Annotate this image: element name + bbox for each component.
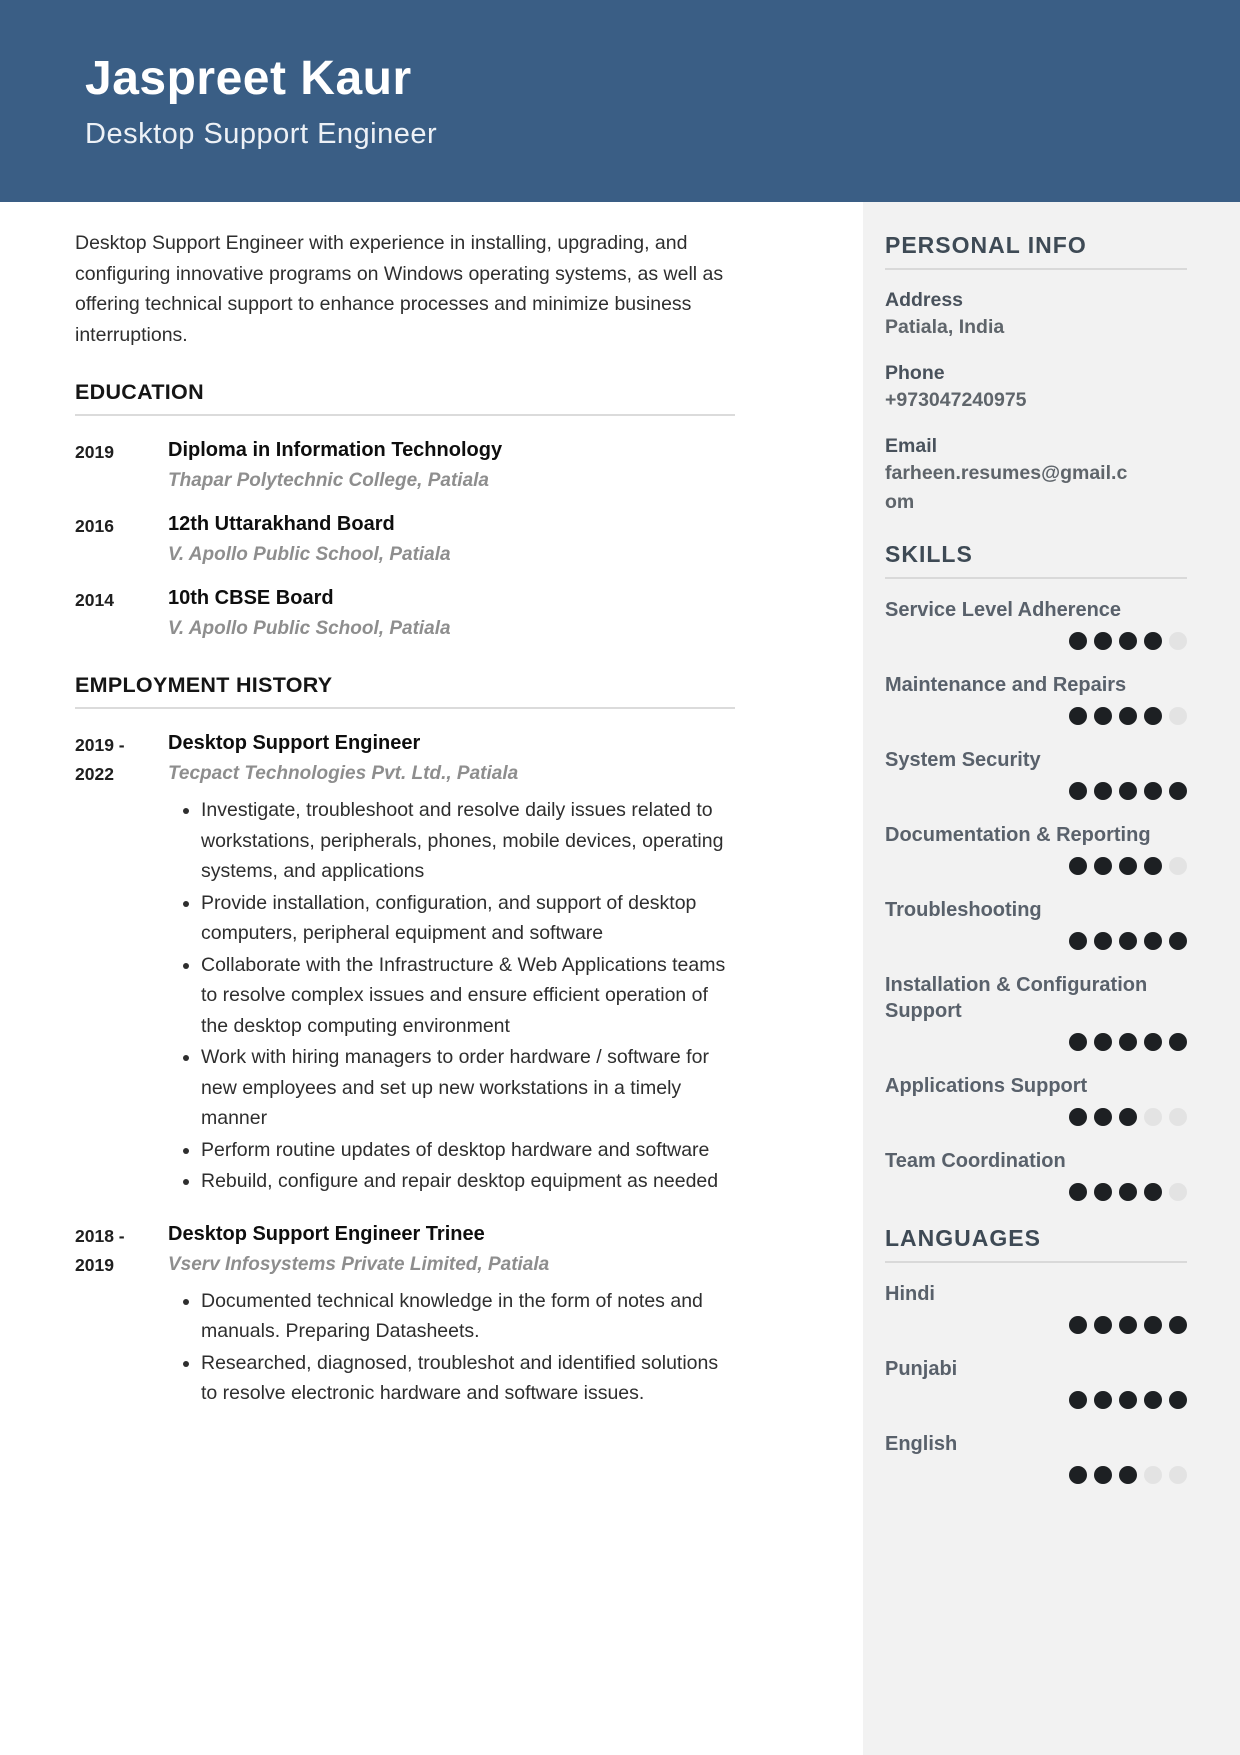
- personal-info-divider: [885, 268, 1187, 270]
- rating-dot-filled: [1094, 1391, 1112, 1409]
- skill-rating: [885, 1183, 1187, 1201]
- job-date-from: 2019 -: [75, 735, 125, 755]
- languages-section: [885, 1225, 1187, 1484]
- rating-dot-filled: [1069, 632, 1087, 650]
- job-bullet: • Rebuild, configure and repair desktop equipment as needed: [201, 1166, 735, 1197]
- skill-rating: [885, 932, 1187, 950]
- rating-dot-filled: [1119, 632, 1137, 650]
- skill-name: Applications Support: [885, 1075, 1088, 1097]
- rating-dot-filled: [1119, 1466, 1137, 1484]
- employment-heading: EMPLOYMENT HISTORY: [75, 673, 333, 697]
- skill-item: [885, 897, 1187, 950]
- job-bullet: • Perform routine updates of desktop hardware and software: [201, 1135, 735, 1166]
- job-bullet: • Documented technical knowledge in the form of notes and manuals. Preparing Datasheets.: [201, 1286, 735, 1347]
- job-detail: [168, 1220, 735, 1410]
- education-section: [75, 380, 735, 643]
- person-title: Desktop Support Engineer: [85, 118, 438, 150]
- rating-dot-filled: [1069, 857, 1087, 875]
- skill-rating: [885, 1108, 1187, 1126]
- education-year: 2016: [75, 516, 114, 536]
- sidebar: [863, 202, 1240, 1755]
- rating-dot-filled: [1144, 1033, 1162, 1051]
- skills-list: [885, 597, 1187, 1201]
- rating-dot-filled: [1119, 1391, 1137, 1409]
- skill-name: Installation & Configuration Support: [885, 974, 1148, 1022]
- employment-entries: [75, 729, 735, 1410]
- job-bullets: [168, 1286, 735, 1409]
- rating-dot-empty: [1169, 1108, 1187, 1126]
- personal-info-field: [885, 288, 1187, 342]
- skill-rating: [885, 857, 1187, 875]
- language-item: [885, 1281, 1187, 1334]
- skill-name: Maintenance and Repairs: [885, 674, 1127, 696]
- rating-dot-filled: [1094, 632, 1112, 650]
- education-entry: [75, 510, 735, 569]
- skill-item: [885, 672, 1187, 725]
- rating-dot-filled: [1094, 1316, 1112, 1334]
- employment-section: [75, 673, 735, 1410]
- languages-divider: [885, 1261, 1187, 1263]
- job-bullet: • Researched, diagnosed, troubleshot and identified solutions to resolve electronic hardware and software issues.: [201, 1348, 735, 1409]
- rating-dot-filled: [1069, 1183, 1087, 1201]
- rating-dot-empty: [1144, 1466, 1162, 1484]
- job-date-to: 2019: [75, 1254, 114, 1275]
- personal-info-heading: PERSONAL INFO: [885, 232, 1087, 258]
- job-bullet: • Work with hiring managers to order hardware / software for new employees and set up new workstations in a timely manner: [201, 1042, 735, 1134]
- rating-dot-filled: [1144, 1316, 1162, 1334]
- education-entry: [75, 436, 735, 495]
- education-detail: [168, 510, 735, 569]
- rating-dot-filled: [1169, 782, 1187, 800]
- person-name: Jaspreet Kaur: [85, 52, 412, 105]
- rating-dot-filled: [1094, 857, 1112, 875]
- skills-divider: [885, 577, 1187, 579]
- rating-dot-filled: [1094, 1183, 1112, 1201]
- education-detail: [168, 584, 735, 643]
- rating-dot-filled: [1119, 1033, 1137, 1051]
- personal-info-value: +973047240975: [885, 389, 1027, 411]
- rating-dot-filled: [1094, 1108, 1112, 1126]
- skill-name: System Security: [885, 749, 1041, 771]
- body: [0, 202, 1240, 1755]
- education-title: Diploma in Information Technology: [168, 439, 503, 461]
- education-heading: EDUCATION: [75, 380, 204, 404]
- skill-name: Documentation & Reporting: [885, 824, 1151, 846]
- header: [0, 0, 1240, 202]
- rating-dot-filled: [1169, 932, 1187, 950]
- rating-dot-filled: [1094, 1466, 1112, 1484]
- job-date-from: 2018 -: [75, 1225, 125, 1246]
- job-company: Tecpact Technologies Pvt. Ltd., Patiala: [168, 763, 519, 784]
- rating-dot-filled: [1169, 1033, 1187, 1051]
- rating-dot-filled: [1069, 1466, 1087, 1484]
- rating-dot-filled: [1169, 1391, 1187, 1409]
- rating-dot-filled: [1144, 1183, 1162, 1201]
- skill-name: Troubleshooting: [885, 899, 1042, 921]
- job-entry: [75, 1220, 735, 1410]
- rating-dot-filled: [1069, 1316, 1087, 1334]
- personal-info-label: Phone: [885, 362, 945, 384]
- personal-info-field: [885, 434, 1187, 517]
- skill-item: [885, 747, 1187, 800]
- skill-rating: [885, 707, 1187, 725]
- job-dates: [75, 729, 168, 1198]
- rating-dot-filled: [1094, 782, 1112, 800]
- languages-heading: LANGUAGES: [885, 1225, 1041, 1251]
- job-bullets: [168, 795, 735, 1197]
- rating-dot-filled: [1119, 857, 1137, 875]
- skill-rating: [885, 782, 1187, 800]
- personal-info-value: Patiala, India: [885, 316, 1005, 338]
- employment-divider: [75, 707, 735, 709]
- job-bullet: • Collaborate with the Infrastructure & Web Applications teams to resolve complex issues and ensure efficient operation of the desktop computing environment: [201, 950, 735, 1042]
- job-detail: [168, 729, 735, 1198]
- rating-dot-filled: [1119, 707, 1137, 725]
- education-title: 10th CBSE Board: [168, 587, 334, 609]
- personal-info-label: Email: [885, 435, 938, 457]
- language-rating: [885, 1466, 1187, 1484]
- job-title: Desktop Support Engineer: [168, 732, 421, 754]
- rating-dot-filled: [1069, 1391, 1087, 1409]
- rating-dot-filled: [1119, 1316, 1137, 1334]
- rating-dot-empty: [1169, 707, 1187, 725]
- rating-dot-filled: [1094, 707, 1112, 725]
- rating-dot-filled: [1069, 1033, 1087, 1051]
- rating-dot-empty: [1169, 632, 1187, 650]
- rating-dot-filled: [1094, 1033, 1112, 1051]
- rating-dot-empty: [1144, 1108, 1162, 1126]
- skill-item: [885, 1073, 1187, 1126]
- languages-list: [885, 1281, 1187, 1484]
- education-place: Thapar Polytechnic College, Patiala: [168, 470, 489, 491]
- language-name: Hindi: [885, 1283, 935, 1305]
- personal-info-label: Address: [885, 289, 964, 311]
- skill-item: [885, 972, 1187, 1051]
- education-title: 12th Uttarakhand Board: [168, 513, 395, 535]
- rating-dot-empty: [1169, 1183, 1187, 1201]
- personal-info-field: [885, 361, 1187, 415]
- language-item: [885, 1431, 1187, 1484]
- education-divider: [75, 414, 735, 416]
- personal-info-fields: [885, 288, 1187, 517]
- rating-dot-filled: [1144, 1391, 1162, 1409]
- skills-section: [885, 541, 1187, 1201]
- skill-item: [885, 822, 1187, 875]
- skill-item: [885, 597, 1187, 650]
- skill-item: [885, 1148, 1187, 1201]
- education-detail: [168, 436, 735, 495]
- rating-dot-filled: [1119, 1183, 1137, 1201]
- summary-text: Desktop Support Engineer with experience in installing, upgrading, and configuring innovative programs on Windows operating systems, as well as offering technical support to enhance processes and minimize business interruptions.: [75, 232, 724, 346]
- language-name: Punjabi: [885, 1358, 958, 1380]
- rating-dot-filled: [1069, 707, 1087, 725]
- rating-dot-filled: [1144, 782, 1162, 800]
- rating-dot-filled: [1144, 857, 1162, 875]
- rating-dot-filled: [1069, 932, 1087, 950]
- rating-dot-filled: [1119, 932, 1137, 950]
- rating-dot-filled: [1119, 1108, 1137, 1126]
- skill-rating: [885, 1033, 1187, 1051]
- main-column: [75, 202, 735, 1755]
- job-bullet: • Investigate, troubleshoot and resolve daily issues related to workstations, peripherals, phones, mobile devices, operating systems, and applications: [201, 795, 735, 887]
- education-place: V. Apollo Public School, Patiala: [168, 544, 451, 565]
- language-rating: [885, 1391, 1187, 1409]
- job-date-to: 2022: [75, 764, 114, 784]
- rating-dot-filled: [1169, 1316, 1187, 1334]
- language-name: English: [885, 1433, 958, 1455]
- job-entry: [75, 729, 735, 1198]
- education-entries: [75, 436, 735, 643]
- skill-rating: [885, 632, 1187, 650]
- job-bullet: • Provide installation, configuration, and support of desktop computers, peripheral equipment and software: [201, 888, 735, 949]
- education-place: V. Apollo Public School, Patiala: [168, 618, 451, 639]
- rating-dot-empty: [1169, 1466, 1187, 1484]
- language-item: [885, 1356, 1187, 1409]
- skill-name: Team Coordination: [885, 1150, 1066, 1172]
- education-year: 2019: [75, 442, 114, 462]
- skills-heading: SKILLS: [885, 541, 973, 567]
- job-dates: [75, 1220, 168, 1410]
- education-year: 2014: [75, 590, 114, 610]
- rating-dot-filled: [1144, 932, 1162, 950]
- rating-dot-filled: [1069, 782, 1087, 800]
- rating-dot-filled: [1144, 707, 1162, 725]
- personal-info-value: farheen.resumes@gmail.com: [885, 462, 1128, 513]
- rating-dot-filled: [1069, 1108, 1087, 1126]
- skill-name: Service Level Adherence: [885, 599, 1122, 621]
- rating-dot-empty: [1169, 857, 1187, 875]
- job-title: Desktop Support Engineer Trinee: [168, 1222, 485, 1245]
- personal-info-section: [885, 232, 1187, 517]
- rating-dot-filled: [1094, 932, 1112, 950]
- rating-dot-filled: [1119, 782, 1137, 800]
- language-rating: [885, 1316, 1187, 1334]
- education-entry: [75, 584, 735, 643]
- rating-dot-filled: [1144, 632, 1162, 650]
- job-company: Vserv Infosystems Private Limited, Patiala: [168, 1253, 550, 1275]
